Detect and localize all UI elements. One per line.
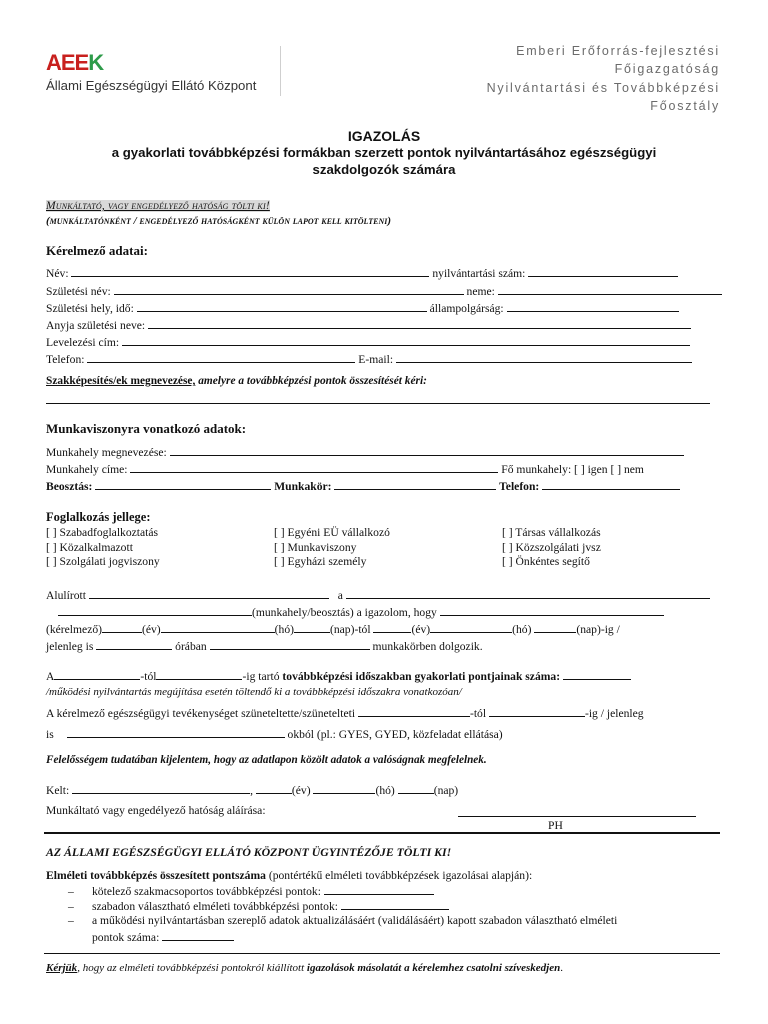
label-workplace: Munkahely megnevezése: [46, 446, 167, 459]
practical-points-field[interactable] [563, 669, 631, 680]
citizenship-field[interactable] [507, 301, 679, 312]
place-field[interactable] [72, 783, 250, 794]
label-main-job: Fő munkahely: [ [501, 463, 578, 476]
header-line: Főosztály [650, 99, 720, 114]
workplace-address-field[interactable] [130, 462, 498, 473]
position-statement-field[interactable] [58, 605, 252, 616]
year-to-field[interactable] [373, 622, 411, 633]
row-workplace-address [46, 462, 644, 476]
reg-number-field[interactable] [528, 266, 678, 277]
label-qualification-note: amelyre a továbbképzési pontok összesítését kéri: [198, 375, 427, 387]
row-mother-name [46, 318, 691, 332]
footer-divider [44, 953, 720, 954]
employment-type-heading: Foglalkozás jellege: [46, 510, 151, 524]
header-department [487, 42, 720, 116]
row-period [46, 669, 631, 683]
row-mandatory-points [68, 884, 434, 898]
option-checkbox[interactable]: [ ] Önkéntes segítő [502, 555, 590, 568]
notice-line [46, 199, 270, 213]
employer-field[interactable] [346, 588, 710, 599]
label-job: Munkakör: [274, 480, 332, 493]
job-worked-field[interactable] [210, 639, 370, 650]
job-field[interactable] [334, 479, 496, 490]
footer-note [46, 962, 563, 975]
row-workplace [46, 445, 684, 459]
option-checkbox[interactable]: [ ] Munkaviszony [274, 541, 357, 554]
label-sign-month: (hó) [375, 784, 395, 797]
label-total-note: (pontértékű elméleti továbbképzések igazolásai alapján): [268, 869, 533, 882]
qualification-field[interactable] [46, 403, 710, 404]
option-checkbox[interactable]: [ ] Egyházi személy [274, 555, 367, 568]
row-total [46, 869, 532, 882]
header-line: Emberi Erőforrás-fejlesztési [516, 44, 720, 58]
section-divider [44, 832, 720, 834]
employment-heading: Munkaviszonyra vonatkozó adatok: [46, 421, 247, 436]
month-to-field[interactable] [430, 622, 512, 633]
row-undersigned [46, 588, 710, 602]
birth-place-field[interactable] [137, 301, 427, 312]
signature-line[interactable] [458, 816, 696, 817]
bullet: – [68, 914, 74, 927]
notice-note [46, 215, 391, 228]
row-hours [46, 639, 483, 653]
label-day-from: (nap)-tól [330, 623, 371, 636]
label-reason: okból (pl.: GYES, GYED, közfeladat ellátása) [287, 728, 503, 741]
row-dated: Kelt: , (év) (hó) (nap) [46, 784, 459, 797]
label-birth-name: Születési név: [46, 285, 111, 298]
email-field[interactable] [396, 352, 692, 363]
row-dates [46, 622, 620, 636]
row-validation-points [68, 914, 617, 927]
optional-points-field[interactable] [341, 899, 449, 910]
year-from-field[interactable] [102, 622, 142, 633]
label-position: Beosztás: [46, 480, 93, 493]
label-mother-name: Anyja születési neve: [46, 319, 146, 332]
label-applicant: (kérelmező) [46, 623, 102, 636]
label-day-to: (nap)-ig / [576, 623, 620, 636]
label-sex: neme: [466, 285, 495, 298]
page-title: IGAZOLÁS [347, 128, 421, 144]
workplace-field[interactable] [170, 445, 684, 456]
main-job-yes-checkbox[interactable]: ] igen [ [580, 463, 615, 476]
label-year: (év) [411, 623, 431, 636]
label-hours: órában [175, 640, 207, 653]
label-total: Elméleti továbbképzés összesített pontszáma [46, 869, 266, 882]
logo-org-name: Állami Egészségügyi Ellátó Központ [46, 78, 257, 93]
logo-mark-green: K [88, 50, 104, 75]
label-a: a [337, 589, 343, 602]
notice-employer: Munkáltató, vagy engedélyező hatóság tölti ki! [46, 200, 270, 212]
label-dated: Kelt: [46, 784, 70, 797]
option-checkbox[interactable]: [ ] Egyéni EÜ vállalkozó [274, 526, 390, 539]
phone-field[interactable] [87, 352, 355, 363]
header-divider [280, 46, 281, 96]
period-to-field[interactable] [156, 669, 242, 680]
row-qualification [46, 375, 427, 388]
label-interruption-from: -tól [469, 707, 487, 720]
label-phone: Telefon: [46, 353, 85, 366]
employer-phone-field[interactable] [542, 479, 680, 490]
interruption-to-field[interactable] [489, 706, 585, 717]
label-is: is [46, 728, 54, 741]
label-month: (hó) [512, 623, 532, 636]
logo [46, 50, 256, 93]
bullet: – [68, 885, 74, 898]
label-position-statement: (munkahely/beosztás) a igazolom, hogy [252, 606, 437, 619]
period-from-field[interactable] [54, 669, 140, 680]
label-month: (hó) [274, 623, 294, 636]
header-line: Nyilvántartási és Továbbképzési [486, 80, 720, 95]
label-citizenship: állampolgárság: [429, 302, 504, 315]
label-workplace-address: Munkahely címe: [46, 463, 128, 476]
label-undersigned: Alulírott [46, 589, 86, 602]
day-from-field[interactable] [294, 622, 330, 633]
label-sign-day: (nap) [433, 784, 459, 797]
applicant-name-field[interactable] [440, 605, 664, 616]
label-email: E-mail: [358, 353, 394, 366]
row-reason [46, 727, 503, 741]
reason-field[interactable] [67, 727, 285, 738]
row-optional-points [68, 899, 449, 913]
label-address: Levelezési cím: [46, 336, 120, 349]
label-name: Név: [46, 267, 69, 280]
label-reg-number: nyilvántartási szám: [432, 267, 526, 280]
interruption-from-field[interactable] [358, 706, 470, 717]
name-field[interactable] [71, 266, 429, 277]
row-birth-place [46, 301, 679, 315]
hours-field[interactable] [96, 639, 172, 650]
row-position [46, 479, 680, 493]
option-checkbox[interactable]: [ ] Közszolgálati jvsz [502, 541, 601, 554]
header-line: Főigazgatóság [614, 62, 720, 77]
row-birth-name [46, 284, 722, 298]
label-interruption: A kérelmező egészségügyi tevékenységet szüneteltette/szünetelteti [46, 707, 356, 720]
mother-name-field[interactable] [148, 318, 691, 329]
sign-month-field[interactable] [313, 783, 375, 794]
office-heading: AZ ÁLLAMI EGÉSZSÉGÜGYI ELLÁTÓ KÖZPONT ÜGYINTÉZŐJE TÖLTI KI! [46, 845, 452, 859]
sex-field[interactable] [498, 284, 722, 295]
option-checkbox[interactable]: [ ] Közalkalmazott [46, 541, 133, 554]
label-birth-place: Születési hely, idő: [46, 302, 134, 315]
page-subtitle: szakdolgozók számára [312, 162, 456, 177]
label-period-a: A [46, 670, 55, 683]
logo-mark [46, 50, 256, 76]
undersigned-field[interactable] [89, 588, 329, 599]
footer-mid: , hogy az elméleti továbbképzési pontokról kiállított [77, 962, 305, 974]
label-sign-year: (év) [291, 784, 311, 797]
bullet: – [68, 900, 74, 913]
mandatory-points-field[interactable] [324, 884, 434, 895]
address-field[interactable] [122, 335, 690, 346]
option-checkbox[interactable]: [ ] Társas vállalkozás [502, 526, 601, 539]
footer-kerjuk: Kérjük [46, 962, 78, 974]
notice-separate-sheet: (munkáltatónként / engedélyező hatóságként külön lapot kell kitölteni) [46, 215, 392, 227]
row-position-statement [58, 605, 664, 619]
row-interruption [46, 706, 644, 720]
row-name [46, 266, 708, 280]
validation-count-field[interactable] [162, 930, 234, 941]
label-mandatory-points: kötelező szakmacsoportos továbbképzési pontok: [92, 885, 321, 898]
label-validation-count: pontok száma: [92, 931, 160, 944]
option-checkbox[interactable]: [ ] Szolgálati jogviszony [46, 555, 160, 568]
label-year: (év) [142, 623, 161, 636]
row-validation-count [92, 930, 234, 944]
sign-year-field[interactable] [256, 783, 292, 794]
month-from-field[interactable] [161, 622, 275, 633]
label-practical-points: továbbképzési időszakban gyakorlati pontjainak száma: [282, 670, 561, 683]
applicant-heading: Kérelmező adatai: [46, 243, 148, 258]
label-validation-points: a működési nyilvántartásban szereplő adatok aktualizálásáért (validálásáért) kapott szabadon választható elméleti [92, 914, 618, 927]
label-period-from: -tól [140, 670, 157, 683]
logo-mark-red: AEE [46, 50, 89, 75]
row-address [46, 335, 690, 349]
declaration: Felelősségem tudatában kijelentem, hogy az adatlapon közölt adatok a valóságnak megfelelnek. [46, 754, 487, 766]
row-phone-email [46, 352, 692, 366]
sign-day-field[interactable] [398, 783, 434, 794]
label-currently: jelenleg is [46, 640, 94, 653]
label-employer-phone: Telefon: [499, 480, 540, 493]
period-note: /működési nyilvántartás megújítása esetén töltendő ki a továbbképzési időszakra vonatkozóan/ [46, 686, 462, 698]
birth-name-field[interactable] [114, 284, 464, 295]
label-period-to: -ig tartó [242, 670, 280, 683]
page-subtitle: a gyakorlati továbbképzési formákban szerzett pontok nyilvántartásához egészségügyi [111, 145, 657, 160]
day-to-field[interactable] [534, 622, 576, 633]
stamp-label: PH [548, 819, 563, 832]
label-qualification: Szakképesítés/ek megnevezése, [46, 375, 196, 387]
main-job-no-checkbox[interactable]: ] nem [617, 463, 644, 476]
label-signer: Munkáltató vagy engedélyező hatóság aláírása: [46, 804, 266, 817]
footer-bold: igazolások másolatát a kérelemhez csatolni szíveskedjen [306, 962, 561, 974]
footer-end: . [560, 962, 563, 974]
label-job-worked: munkakörben dolgozik. [372, 640, 483, 653]
label-interruption-to: -ig / jelenleg [584, 707, 644, 720]
position-field[interactable] [95, 479, 271, 490]
option-checkbox[interactable]: [ ] Szabadfoglalkoztatás [46, 526, 159, 539]
label-optional-points: szabadon választható elméleti továbbképzési pontok: [92, 900, 338, 913]
